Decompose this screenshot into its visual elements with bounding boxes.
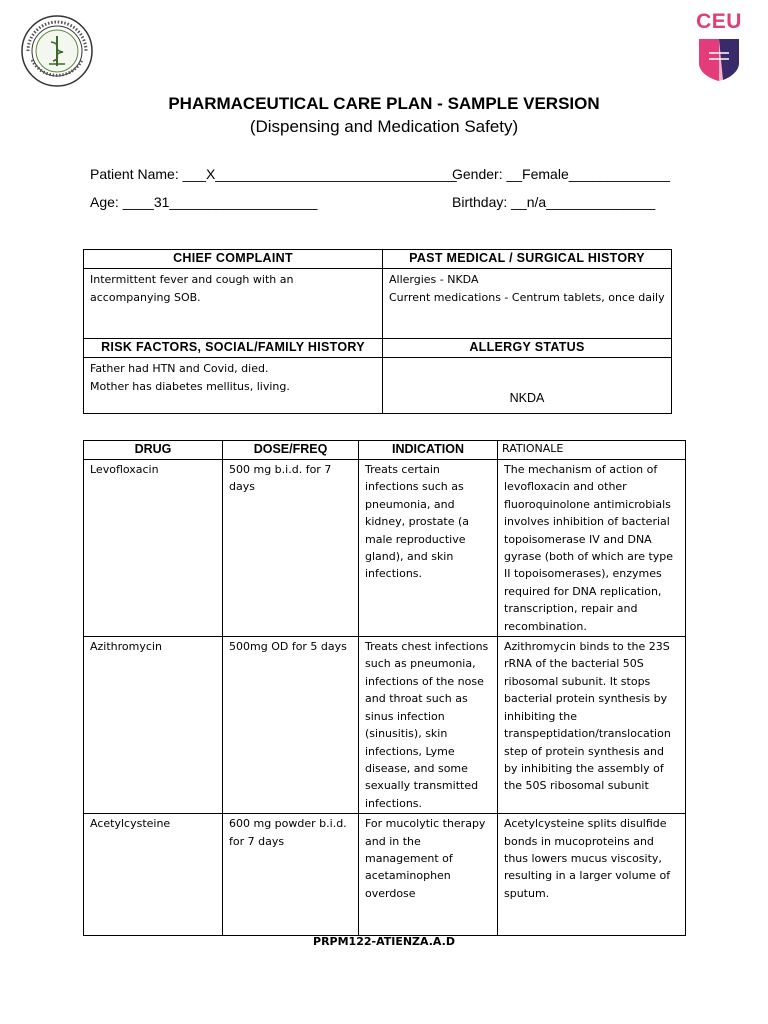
dose-cell: 500 mg b.i.d. for 7 days [223, 460, 359, 637]
rationale-cell: The mechanism of action of levofloxacin and other fluoroquinolone antimicrobials involves inhibition of bacterial topoisomerase IV and DNA gyrase (both of which are type II topoisomerases), enzymes required for DNA replication, transcription, repair and recombination. [498, 460, 686, 637]
drug-column-header: DRUG [84, 441, 223, 460]
patient-name-value: ___X_______________________________ [182, 166, 457, 182]
patient-name-label: Patient Name: [90, 166, 179, 182]
seal-logo [20, 14, 94, 88]
rationale-cell: Azithromycin binds to the 23S rRNA of the bacterial 50S ribosomal subunit. It stops bacterial protein synthesis by inhibiting the transpeptidation/translocation step of protein synthesis and by inhibiting the assembly of the 50S ribosomal subunit [498, 637, 686, 814]
gender-row [452, 166, 670, 182]
chief-complaint-cell: Intermittent fever and cough with an accompanying SOB. [84, 269, 383, 339]
past-history-line: Allergies - NKDA [389, 273, 479, 286]
history-table [83, 249, 672, 414]
risk-factor-line: Mother has diabetes mellitus, living. [90, 380, 290, 393]
risk-factors-cell [84, 358, 383, 414]
past-history-cell [383, 269, 672, 339]
dose-cell: 600 mg powder b.i.d. for 7 days [223, 814, 359, 936]
dose-cell: 500mg OD for 5 days [223, 637, 359, 814]
page-subtitle: (Dispensing and Medication Safety) [249, 117, 519, 136]
page-title: PHARMACEUTICAL CARE PLAN - SAMPLE VERSION [168, 94, 600, 113]
rationale-cell: Acetylcysteine splits disulfide bonds in mucoproteins and thus lowers mucus viscosity, resulting in a larger volume of sputum. [498, 814, 686, 936]
table-row [84, 637, 686, 814]
age-label: Age: [90, 194, 119, 210]
indication-cell: For mucolytic therapy and in the management of acetaminophen overdose [359, 814, 498, 936]
allergy-status-header: ALLERGY STATUS [383, 339, 672, 358]
indication-cell: Treats chest infections such as pneumonia, infections of the nose and throat such as sinus infection (sinusitis), skin infections, Lyme disease, and some sexually transmitted infections. [359, 637, 498, 814]
risk-factor-line: Father had HTN and Covid, died. [90, 362, 269, 375]
age-row [90, 194, 317, 210]
table-row [84, 814, 686, 936]
table-row [84, 460, 686, 637]
gender-label: Gender: [452, 166, 503, 182]
patient-name-row [90, 166, 457, 182]
risk-factors-header: RISK FACTORS, SOCIAL/FAMILY HISTORY [84, 339, 383, 358]
drug-cell: Levofloxacin [84, 460, 223, 637]
drug-cell: Azithromycin [84, 637, 223, 814]
past-history-line: Current medications - Centrum tablets, once daily [389, 291, 665, 304]
gender-value: __Female_____________ [506, 166, 670, 182]
allergy-status-cell: NKDA [383, 358, 672, 414]
drug-cell: Acetylcysteine [84, 814, 223, 936]
birthday-value: __n/a______________ [511, 194, 656, 210]
indication-cell: Treats certain infections such as pneumonia, and kidney, prostate (a male reproductive gland), and skin infections. [359, 460, 498, 637]
birthday-label: Birthday: [452, 194, 508, 210]
rationale-column-header: RATIONALE [498, 441, 686, 460]
birthday-row [452, 194, 655, 210]
drug-table [83, 440, 686, 936]
indication-column-header: INDICATION [359, 441, 498, 460]
age-value: ____31___________________ [122, 194, 318, 210]
ceu-logo-wordmark: CEU [696, 10, 742, 33]
dose-column-header: DOSE/FREQ [223, 441, 359, 460]
footer-code: PRPM122-ATIENZA.A.D [313, 935, 455, 948]
ceu-logo [680, 10, 758, 90]
past-history-header: PAST MEDICAL / SURGICAL HISTORY [383, 250, 672, 269]
chief-complaint-header: CHIEF COMPLAINT [84, 250, 383, 269]
